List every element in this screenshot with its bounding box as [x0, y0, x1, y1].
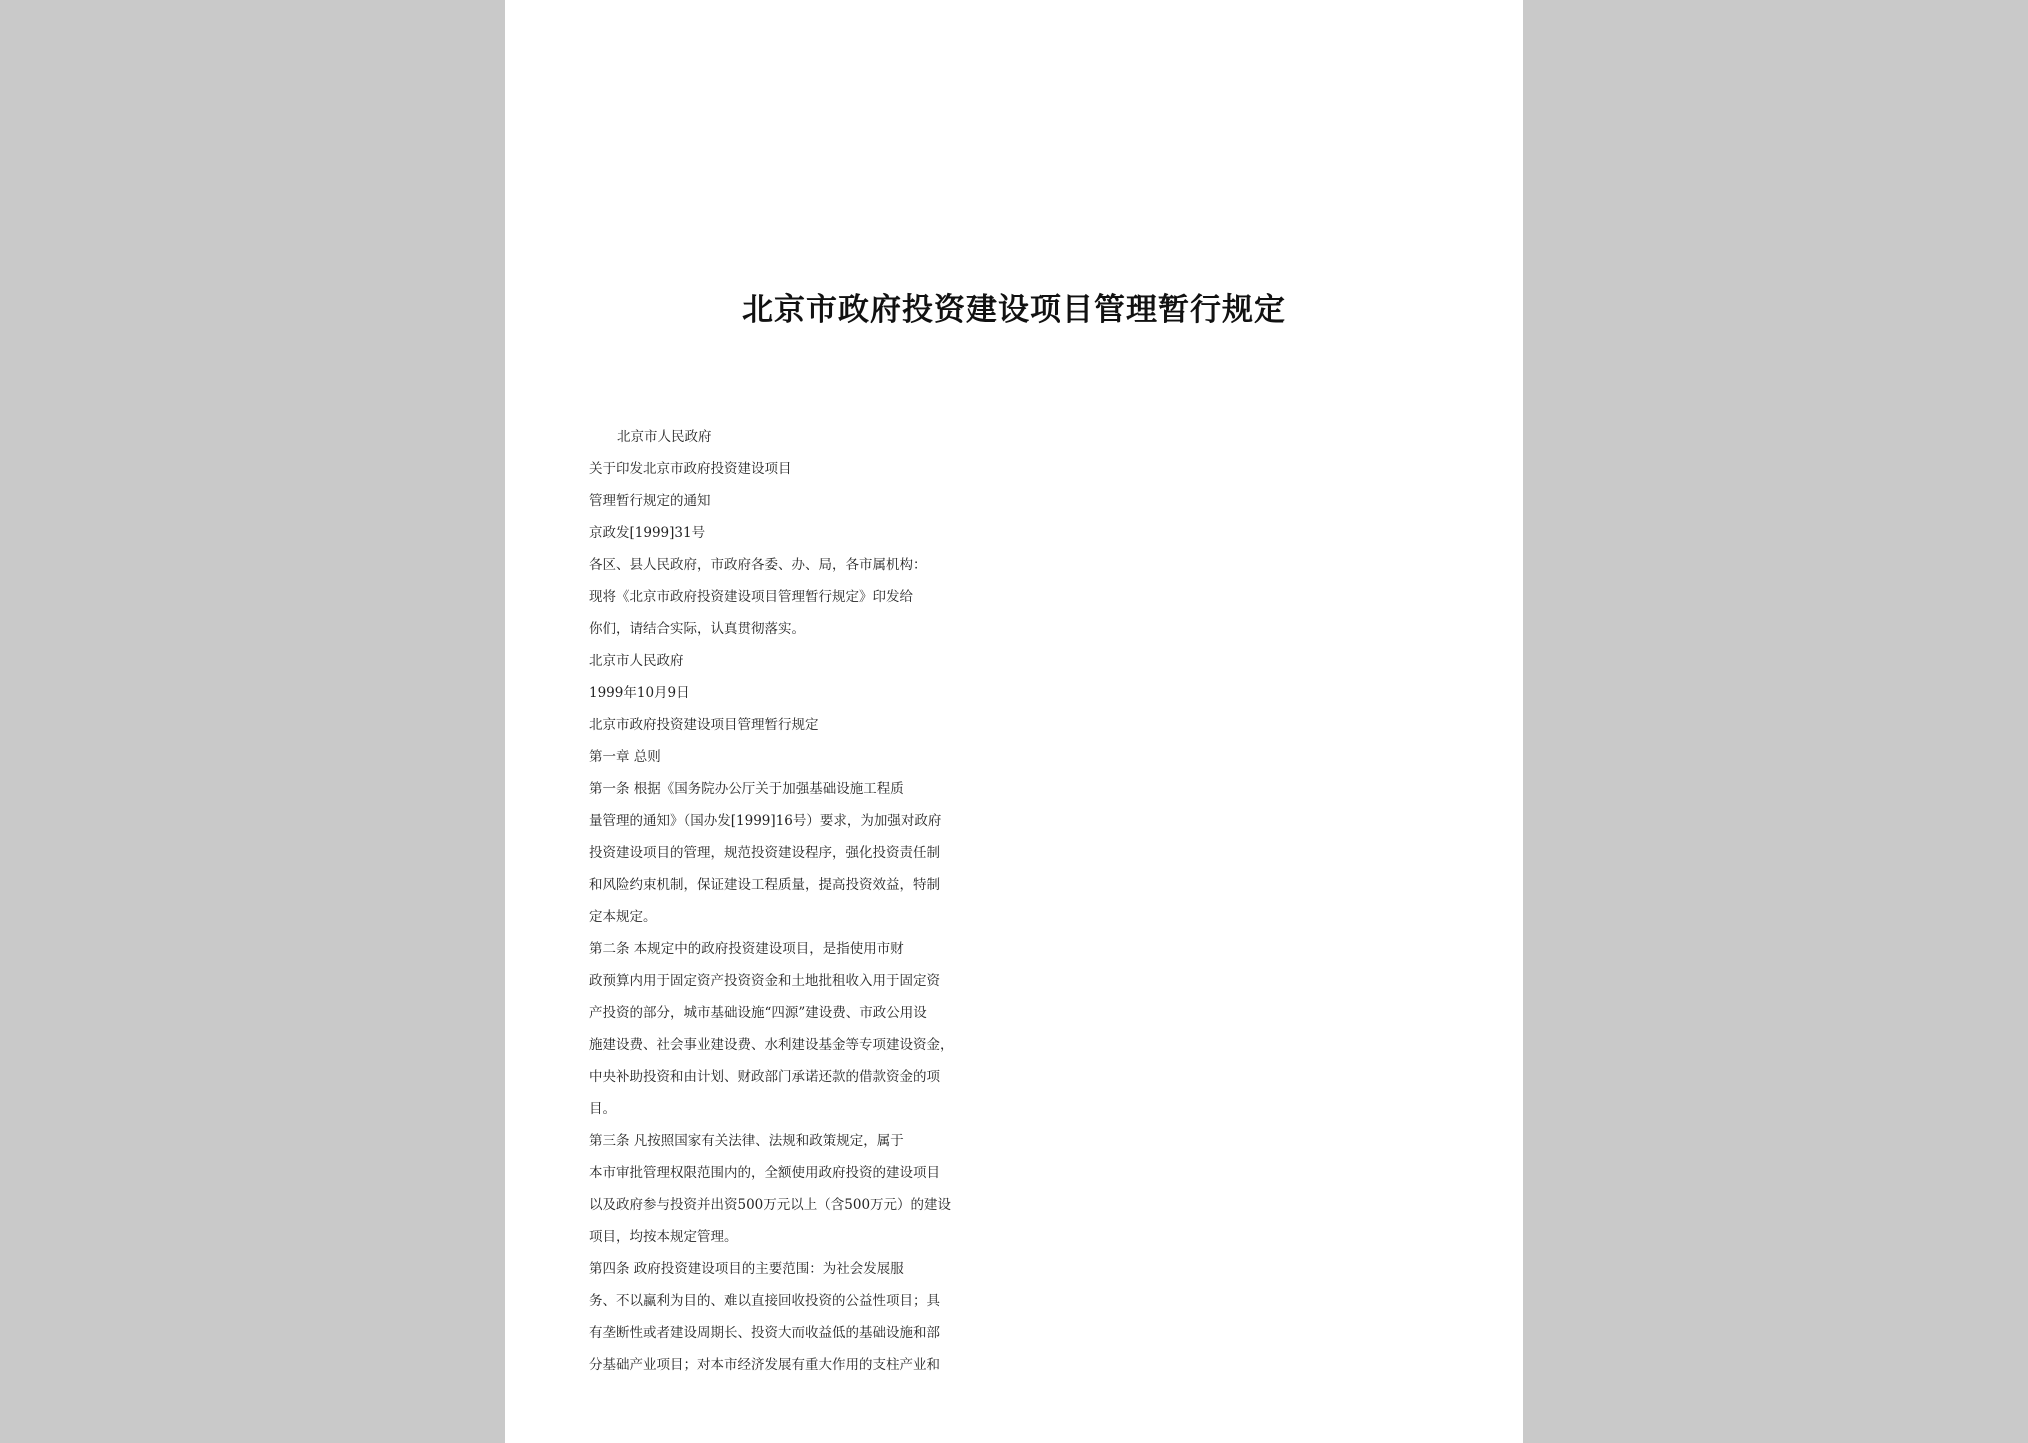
document-page [505, 0, 1523, 1443]
document-line: 第三条 凡按照国家有关法律、法规和政策规定，属于 [589, 1133, 904, 1149]
document-line: 施建设费、社会事业建设费、水利建设基金等专项建设资金， [589, 1037, 954, 1053]
document-line: 本市审批管理权限范围内的，全额使用政府投资的建设项目 [589, 1165, 940, 1181]
document-line: 投资建设项目的管理，规范投资建设程序，强化投资责任制 [589, 845, 940, 861]
document-line: 第四条 政府投资建设项目的主要范围：为社会发展服 [589, 1261, 904, 1277]
document-line: 第二条 本规定中的政府投资建设项目，是指使用市财 [589, 941, 904, 957]
document-line: 项目，均按本规定管理。 [589, 1229, 738, 1245]
document-line: 中央补助投资和由计划、财政部门承诺还款的借款资金的项 [589, 1069, 940, 1085]
document-line: 京政发[1999]31号 [589, 525, 706, 541]
document-line: 政预算内用于固定资产投资资金和土地批租收入用于固定资 [589, 973, 940, 989]
document-line: 产投资的部分，城市基础设施“四源”建设费、市政公用设 [589, 1005, 927, 1021]
document-line: 目。 [589, 1101, 616, 1117]
document-line: 1999年10月9日 [589, 685, 690, 701]
document-line: 务、不以赢利为目的、难以直接回收投资的公益性项目；具 [589, 1293, 940, 1309]
document-line: 你们，请结合实际，认真贯彻落实。 [589, 621, 805, 637]
document-line: 有垄断性或者建设周期长、投资大而收益低的基础设施和部 [589, 1325, 940, 1341]
document-title: 北京市政府投资建设项目管理暂行规定 [742, 292, 1286, 328]
document-line: 各区、县人民政府，市政府各委、办、局，各市属机构： [589, 557, 927, 573]
document-line: 量管理的通知》（国办发[1999]16号）要求，为加强对政府 [589, 813, 942, 829]
document-line: 北京市人民政府 [589, 653, 684, 669]
document-line: 和风险约束机制，保证建设工程质量，提高投资效益，特制 [589, 877, 940, 893]
document-line: 北京市政府投资建设项目管理暂行规定 [589, 717, 819, 733]
document-line: 管理暂行规定的通知 [589, 493, 711, 509]
document-line: 关于印发北京市政府投资建设项目 [589, 461, 792, 477]
document-line: 以及政府参与投资并出资500万元以上（含500万元）的建设 [589, 1197, 952, 1213]
document-line: 第一条 根据《国务院办公厅关于加强基础设施工程质 [589, 781, 904, 797]
document-line: 分基础产业项目；对本市经济发展有重大作用的支柱产业和 [589, 1357, 940, 1373]
document-line: 北京市人民政府 [617, 429, 712, 445]
document-line: 第一章 总则 [589, 749, 661, 765]
document-line: 现将《北京市政府投资建设项目管理暂行规定》印发给 [589, 589, 913, 605]
document-body [589, 421, 1009, 1381]
document-line: 定本规定。 [589, 909, 657, 925]
